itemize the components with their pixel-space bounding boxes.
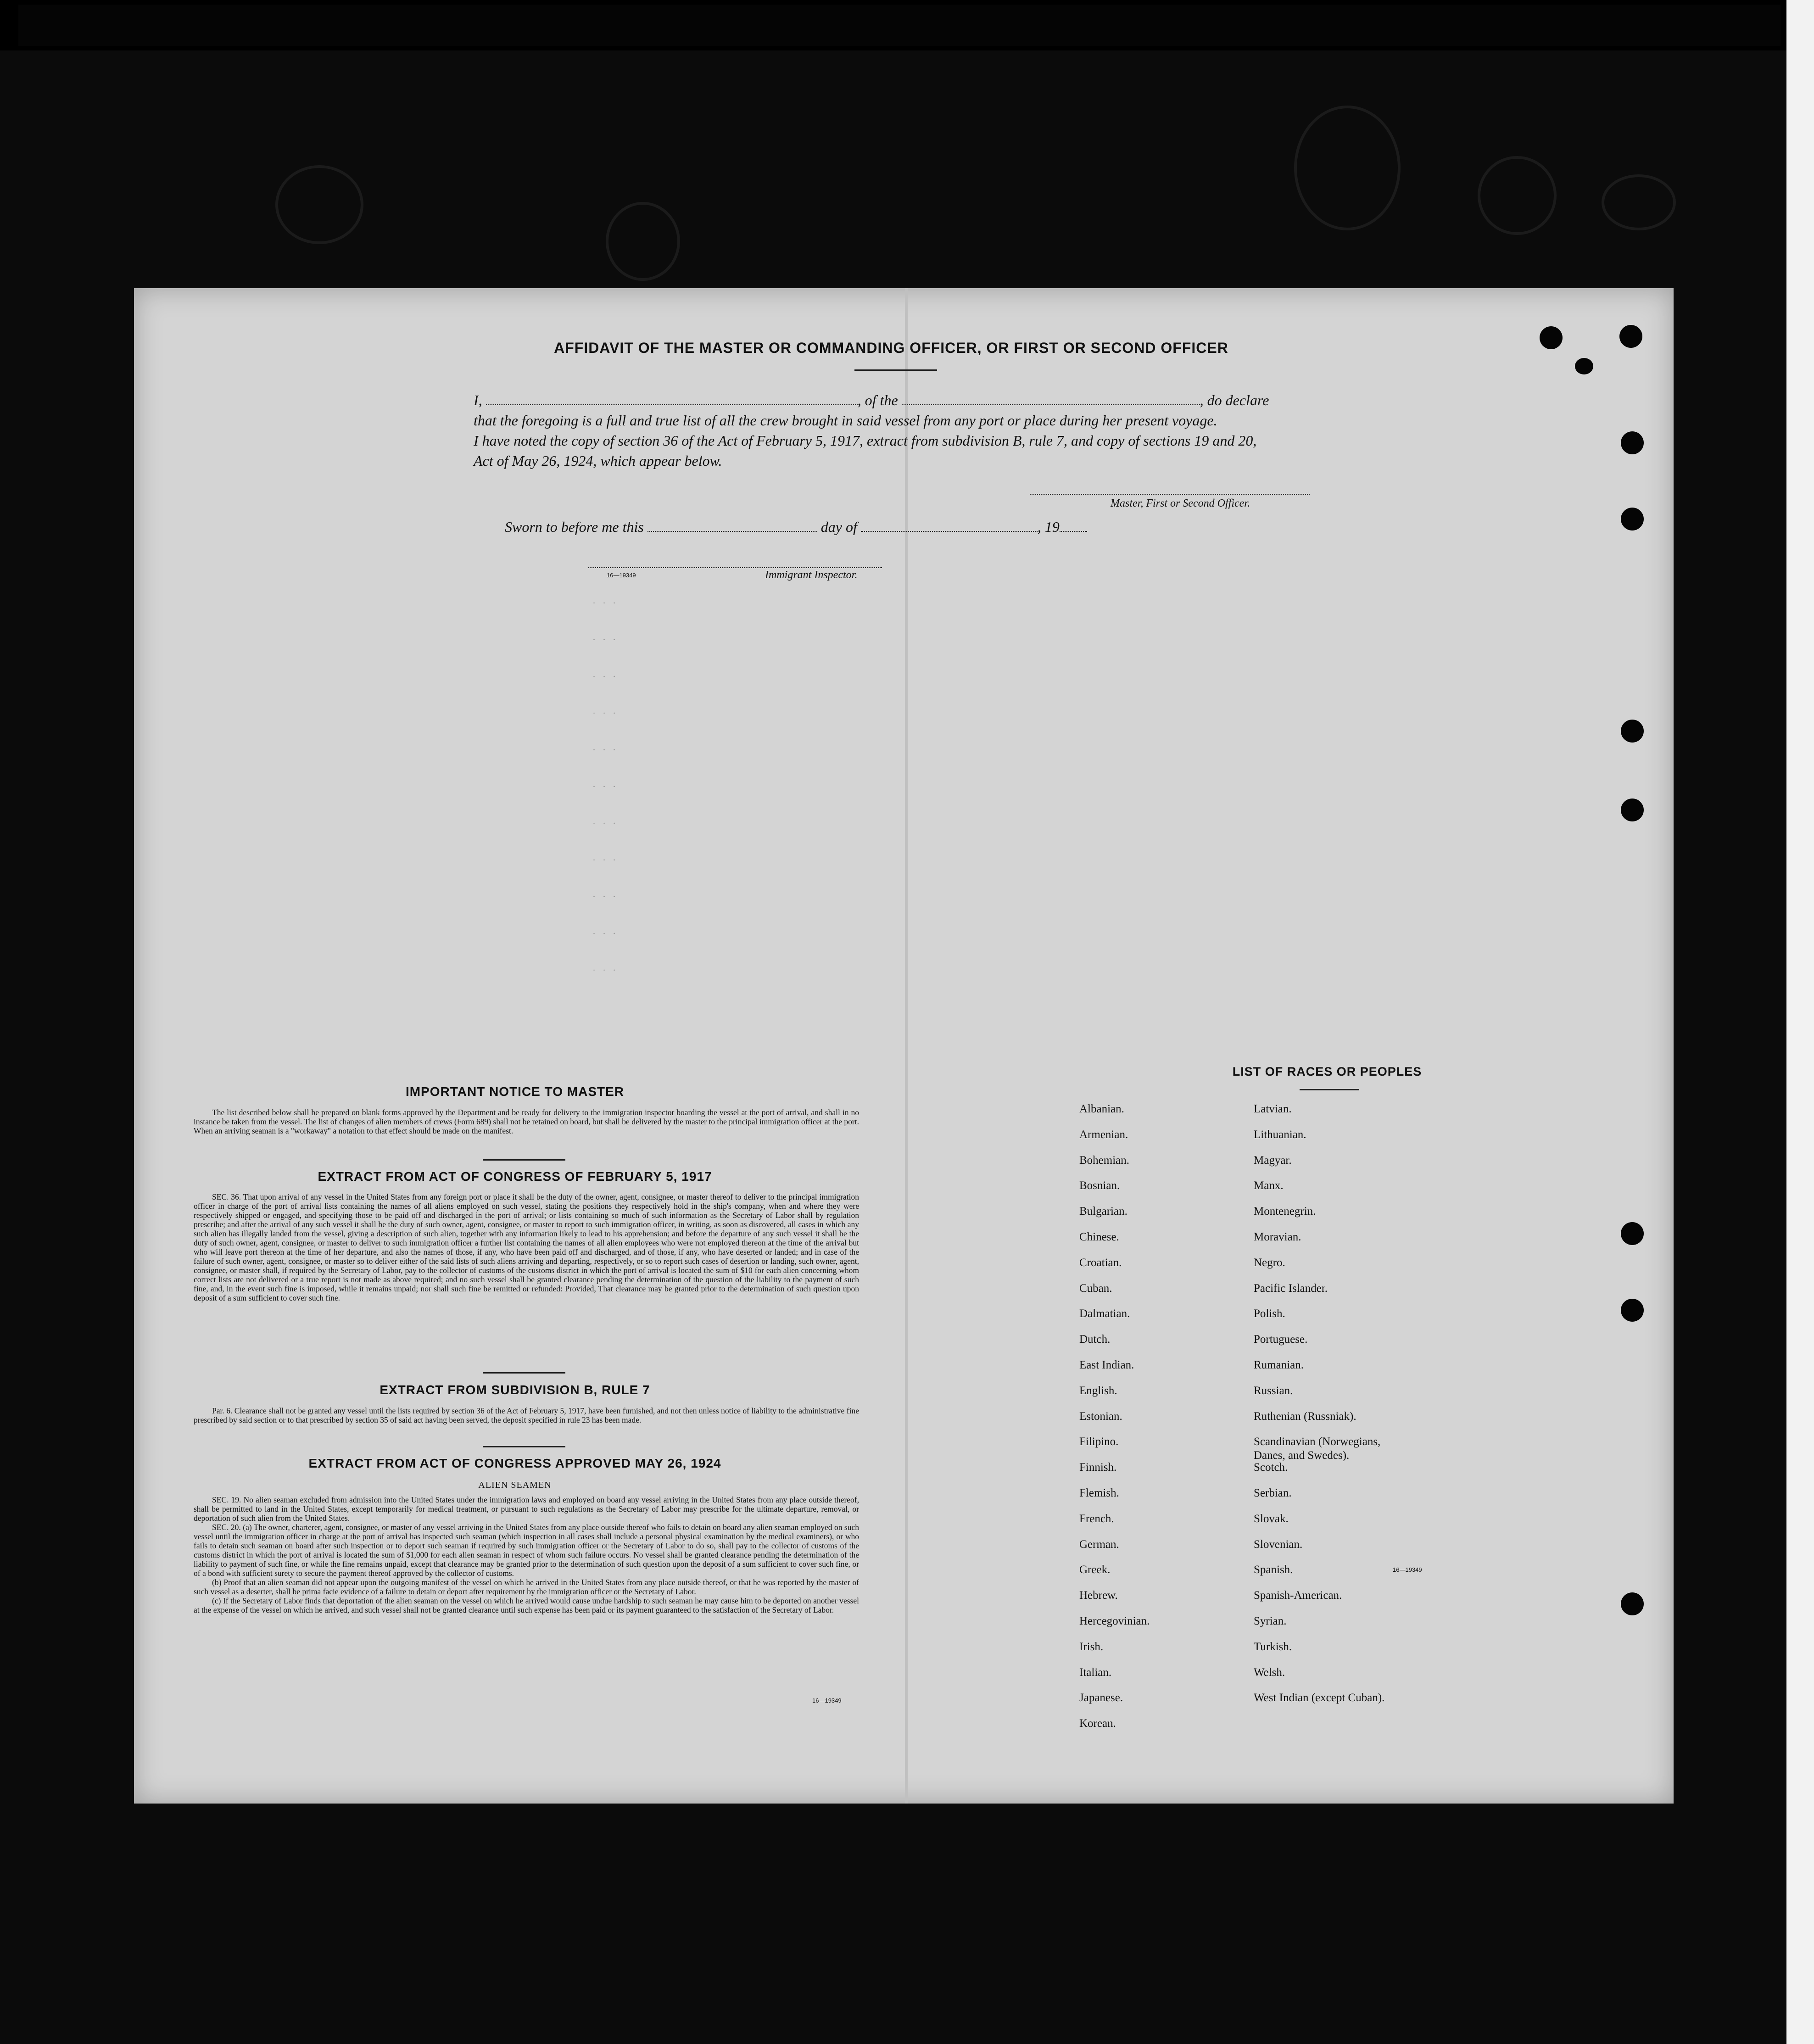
race-item: Irish. — [1079, 1640, 1104, 1653]
race-item: Bosnian. — [1079, 1179, 1120, 1192]
race-item: Filipino. — [1079, 1435, 1119, 1448]
title-divider — [854, 369, 937, 371]
ghost-dots: . . . — [593, 889, 618, 899]
extract-1924-title: EXTRACT FROM ACT OF CONGRESS APPROVED MAY 26, 1924 — [308, 1456, 721, 1470]
smudge-mark — [1294, 106, 1401, 230]
race-item: Bohemian. — [1079, 1154, 1130, 1167]
ghost-dots: . . . — [593, 779, 618, 789]
race-item: Dalmatian. — [1079, 1307, 1130, 1320]
punch-hole — [1621, 1592, 1644, 1615]
race-item: Korean. — [1079, 1717, 1116, 1730]
notice-text — [194, 1108, 859, 1135]
sworn-label: Sworn to before me this — [505, 519, 644, 535]
ghost-dots: . . . — [593, 963, 618, 973]
race-item: Ruthenian (Russniak). — [1254, 1410, 1356, 1423]
inspector-label: Immigrant Inspector. — [765, 569, 858, 581]
notice-title: IMPORTANT NOTICE TO MASTER — [405, 1084, 625, 1099]
race-item: Croatian. — [1079, 1256, 1122, 1269]
sec20c-paragraph: (c) If the Secretary of Labor finds that deportation of the alien seaman on the vessel on which he arrived would cause undue hardship to such seaman he may cause him to be deported on another vessel at the expense of the vessel on which he arrived, and such vessel shall not be granted clearance until such expense has been paid or its payment guaranteed to the satisfaction of the Secretary of Labor. — [194, 1596, 859, 1614]
race-item: Manx. — [1254, 1179, 1284, 1192]
punch-hole — [1621, 720, 1644, 743]
race-item: French. — [1079, 1512, 1114, 1525]
punch-hole — [1619, 325, 1642, 348]
form-number: 16—19349 — [1393, 1566, 1422, 1573]
alien-seamen-subtitle: ALIEN SEAMEN — [478, 1480, 552, 1490]
race-item: Italian. — [1079, 1666, 1112, 1679]
race-item: Japanese. — [1079, 1692, 1123, 1704]
ghost-dots: . . . — [593, 853, 618, 863]
master-signature-label: Master, First or Second Officer. — [1111, 497, 1250, 509]
form-number: 16—19349 — [812, 1697, 842, 1704]
race-item: East Indian. — [1079, 1359, 1134, 1371]
race-item: Rumanian. — [1254, 1359, 1304, 1371]
race-item: Finnish. — [1079, 1461, 1117, 1474]
day-of-label: day of — [820, 519, 857, 535]
name-field[interactable] — [486, 393, 858, 405]
form-number: 16—19349 — [607, 572, 636, 579]
page-fold — [905, 288, 908, 1804]
race-item: Estonian. — [1079, 1410, 1122, 1423]
smudge-mark — [1478, 156, 1557, 235]
affidavit-line-3: I have noted the copy of section 36 of the Act of February 5, 1917, extract from subdivision B, rule 7, and copy of sections 19 and 20, — [474, 432, 1257, 449]
ghost-dots: . . . — [593, 669, 618, 679]
extract-rule7-text — [194, 1406, 859, 1424]
race-item: Albanian. — [1079, 1103, 1124, 1115]
sec20a-paragraph: SEC. 20. (a) The owner, charterer, agent, consignee, or master of any vessel arriving in the United States from any place outside thereof who fails to detain on board any alien seaman employed on such vessel until the immigration officer in charge at the port of arrival has inspected such seaman (which inspection in all cases shall include a personal physical examination by the medical examiners), or who fails to detain such seaman on board after such inspection or to deport such seaman if required by such immigration officer or the Secretary of Labor to do so, shall pay to the collector of customs of the customs district in which the port of arrival is located the sum of $1,000 for each alien seaman in respect of whom such failure occurs. No vessel shall be granted clearance pending the determination of the liability to payment of such fine, or while the fine remains unpaid, except that clearance may be granted prior to the determination of such question upon the deposit of a sum sufficient to cover such fine, or of a bond with sufficient surety to secure the payment thereof approved by the collector of customs. — [194, 1523, 859, 1578]
race-item: Spanish. — [1254, 1564, 1293, 1576]
race-item: Turkish. — [1254, 1640, 1292, 1653]
race-item: Spanish-American. — [1254, 1589, 1342, 1602]
race-item: West Indian (except Cuban). — [1254, 1692, 1385, 1704]
race-item: Polish. — [1254, 1307, 1285, 1320]
sec36-paragraph: SEC. 36. That upon arrival of any vessel in the United States from any foreign port or place it shall be the duty of the owner, agent, consignee, or master thereof to deliver to the principal immigration officer in charge of the port of arrival lists containing the names of all aliens employed on such vessel, stating the positions they respectively hold in the ship's company, when and where they were respectively shipped or engaged, and specifying those to be paid off and discharged in the port of arrival; or lists containing so much of such information as the Secretary of Labor shall by regulation prescribe; and after the arrival of any such vessel it shall be the duty of such owner, agent, consignee, or master to report to such immigration officer, in writing, as soon as discovered, all cases in which any such alien has illegally landed from the vessel, giving a description of such alien, together with any information likely to lead to his apprehension; and before the departure of any such vessel it shall be the duty of such owner, agent, consignee, or master to deliver to such immigration officer a further list containing the names of all alien employees who were not employed thereon at the time of the arrival but who will leave port thereon at the time of her departure, and also the names of those, if any, who have been paid off and discharged, and of those, if any, who have deserted or landed; and in case of the failure of such owner, agent, consignee, or master so to deliver either of the said lists of such aliens arriving and departing, respectively, or so to report such cases of desertion or landing, such owner, agent, consignee, or master shall, if required by the Secretary of Labor, pay to the collector of customs of the customs district in which the port of arrival is located the sum of $10 for each alien concerning whom correct lists are not delivered or a true report is not made as above required; and no such vessel shall be granted clearance pending the determination of the question of the liability to the payment of such fine, and, in the event such fine is imposed, while it remains unpaid; nor shall such fine be remitted or refunded: Provided, That clearance may be granted prior to the determination of such question upon deposit of a sum sufficient to cover such fine. — [194, 1192, 859, 1302]
race-item: Montenegrin. — [1254, 1205, 1316, 1218]
punch-hole — [1540, 326, 1563, 349]
punch-hole — [1575, 358, 1593, 374]
ghost-dots: . . . — [593, 816, 618, 826]
race-item: German. — [1079, 1538, 1119, 1551]
race-item: Flemish. — [1079, 1487, 1119, 1499]
race-item: Bulgarian. — [1079, 1205, 1127, 1218]
punch-hole — [1621, 799, 1644, 821]
race-item: Chinese. — [1079, 1231, 1119, 1243]
of-the-label: , of the — [857, 392, 898, 408]
race-item: Dutch. — [1079, 1333, 1111, 1346]
race-item: Welsh. — [1254, 1666, 1285, 1679]
race-item: Lithuanian. — [1254, 1128, 1306, 1141]
document-sheet — [134, 288, 1674, 1804]
sworn-year-field[interactable] — [1060, 520, 1087, 532]
race-item: Serbian. — [1254, 1487, 1292, 1499]
inspector-signature-line[interactable] — [588, 567, 882, 568]
ghost-dots: . . . — [593, 596, 618, 606]
race-item: English. — [1079, 1384, 1117, 1397]
affidavit-title: AFFIDAVIT OF THE MASTER OR COMMANDING OFFICER, OR FIRST OR SECOND OFFICER — [554, 340, 1228, 356]
ghost-dots: . . . — [593, 926, 618, 936]
smudge-mark — [1602, 174, 1676, 230]
punch-hole — [1621, 431, 1644, 454]
film-right-border — [1786, 0, 1814, 2044]
race-item: Danes, and Swedes). — [1254, 1449, 1350, 1462]
affidavit-line-2: that the foregoing is a full and true list of all the crew brought in said vessel from any port or place during her present voyage. — [474, 412, 1217, 429]
notice-paragraph: The list described below shall be prepared on blank forms approved by the Department and be ready for delivery to the immigration inspector boarding the vessel at the port of arrival, and shall in no instance be taken from the vessel. The list of changes of alien members of crews (Form 689) shall not be retained on board, but shall be delivered by the master to the principal immigration officer at the port. When an arriving seaman is a "workaway" a notation to that effect should be made on the manifest. — [194, 1108, 859, 1135]
extract-rule7-title: EXTRACT FROM SUBDIVISION B, RULE 7 — [380, 1383, 650, 1397]
sec19-paragraph: SEC. 19. No alien seaman excluded from admission into the United States under the immigration laws and employed on board any vessel arriving in the United States from any place outside thereof, shall be permitted to land in the United States, except temporarily for medical treatment, or pursuant to such regulations as the Secretary of Labor may prescribe for the ultimate departure, removal, or deportation of such alien from the United States. — [194, 1495, 859, 1523]
smudge-mark — [606, 202, 680, 281]
affidavit-line-1 — [474, 390, 1327, 410]
race-item: Hercegovinian. — [1079, 1615, 1150, 1627]
race-item: Slovenian. — [1254, 1538, 1303, 1551]
race-item: Hebrew. — [1079, 1589, 1118, 1602]
section-divider — [483, 1159, 565, 1161]
punch-hole — [1621, 1222, 1644, 1245]
race-item: Greek. — [1079, 1564, 1111, 1576]
film-strip — [18, 5, 1781, 46]
extract-1924-text — [194, 1495, 859, 1614]
extract-1917-text — [194, 1192, 859, 1302]
punch-hole — [1621, 508, 1644, 531]
race-item: Scandinavian (Norwegians, — [1254, 1435, 1381, 1448]
race-item: Portuguese. — [1254, 1333, 1308, 1346]
ghost-dots: . . . — [593, 706, 618, 716]
par6-paragraph: Par. 6. Clearance shall not be granted any vessel until the lists required by section 36 of the Act of February 5, 1917, have been furnished, and not then unless notice of liability to the administrative fine prescribed by said section or to that prescribed by section 35 of said act having been served, the deposit specified in rule 23 has been made. — [194, 1406, 859, 1424]
do-declare-label: , do declare — [1200, 392, 1269, 408]
race-item: Russian. — [1254, 1384, 1293, 1397]
race-item: Cuban. — [1079, 1282, 1112, 1295]
race-item: Syrian. — [1254, 1615, 1287, 1627]
sec20b-paragraph: (b) Proof that an alien seaman did not appear upon the outgoing manifest of the vessel on which he arrived in the United States from any place outside thereof, or that he was reported by the master of such vessel as a deserter, shall be prima facie evidence of a failure to detain or deport after requirement by the immigration officer or the Secretary of Labor. — [194, 1578, 859, 1596]
race-item: Scotch. — [1254, 1461, 1288, 1474]
race-item: Pacific Islander. — [1254, 1282, 1328, 1295]
extract-1917-title: EXTRACT FROM ACT OF CONGRESS OF FEBRUARY 5, 1917 — [318, 1169, 712, 1184]
vessel-field[interactable] — [902, 393, 1200, 405]
sworn-line — [505, 519, 1087, 536]
affidavit-line-4: Act of May 26, 1924, which appear below. — [474, 452, 722, 469]
i-label: I, — [474, 392, 482, 408]
master-signature-line[interactable] — [1030, 494, 1310, 495]
sworn-month-field[interactable] — [861, 520, 1038, 532]
year-label: , 19 — [1037, 519, 1060, 535]
race-item: Negro. — [1254, 1256, 1285, 1269]
races-title: LIST OF RACES OR PEOPLES — [1232, 1065, 1422, 1078]
race-item: Slovak. — [1254, 1512, 1289, 1525]
races-divider — [1300, 1089, 1359, 1090]
affidavit-body — [474, 390, 1327, 471]
race-item: Magyar. — [1254, 1154, 1292, 1167]
race-item: Moravian. — [1254, 1231, 1301, 1243]
ghost-dots: . . . — [593, 632, 618, 642]
section-divider — [483, 1372, 565, 1374]
race-item: Latvian. — [1254, 1103, 1292, 1115]
punch-hole — [1621, 1299, 1644, 1322]
smudge-mark — [275, 165, 363, 244]
section-divider — [483, 1446, 565, 1447]
race-item: Armenian. — [1079, 1128, 1128, 1141]
sworn-day-field[interactable] — [647, 520, 817, 532]
ghost-dots: . . . — [593, 743, 618, 753]
